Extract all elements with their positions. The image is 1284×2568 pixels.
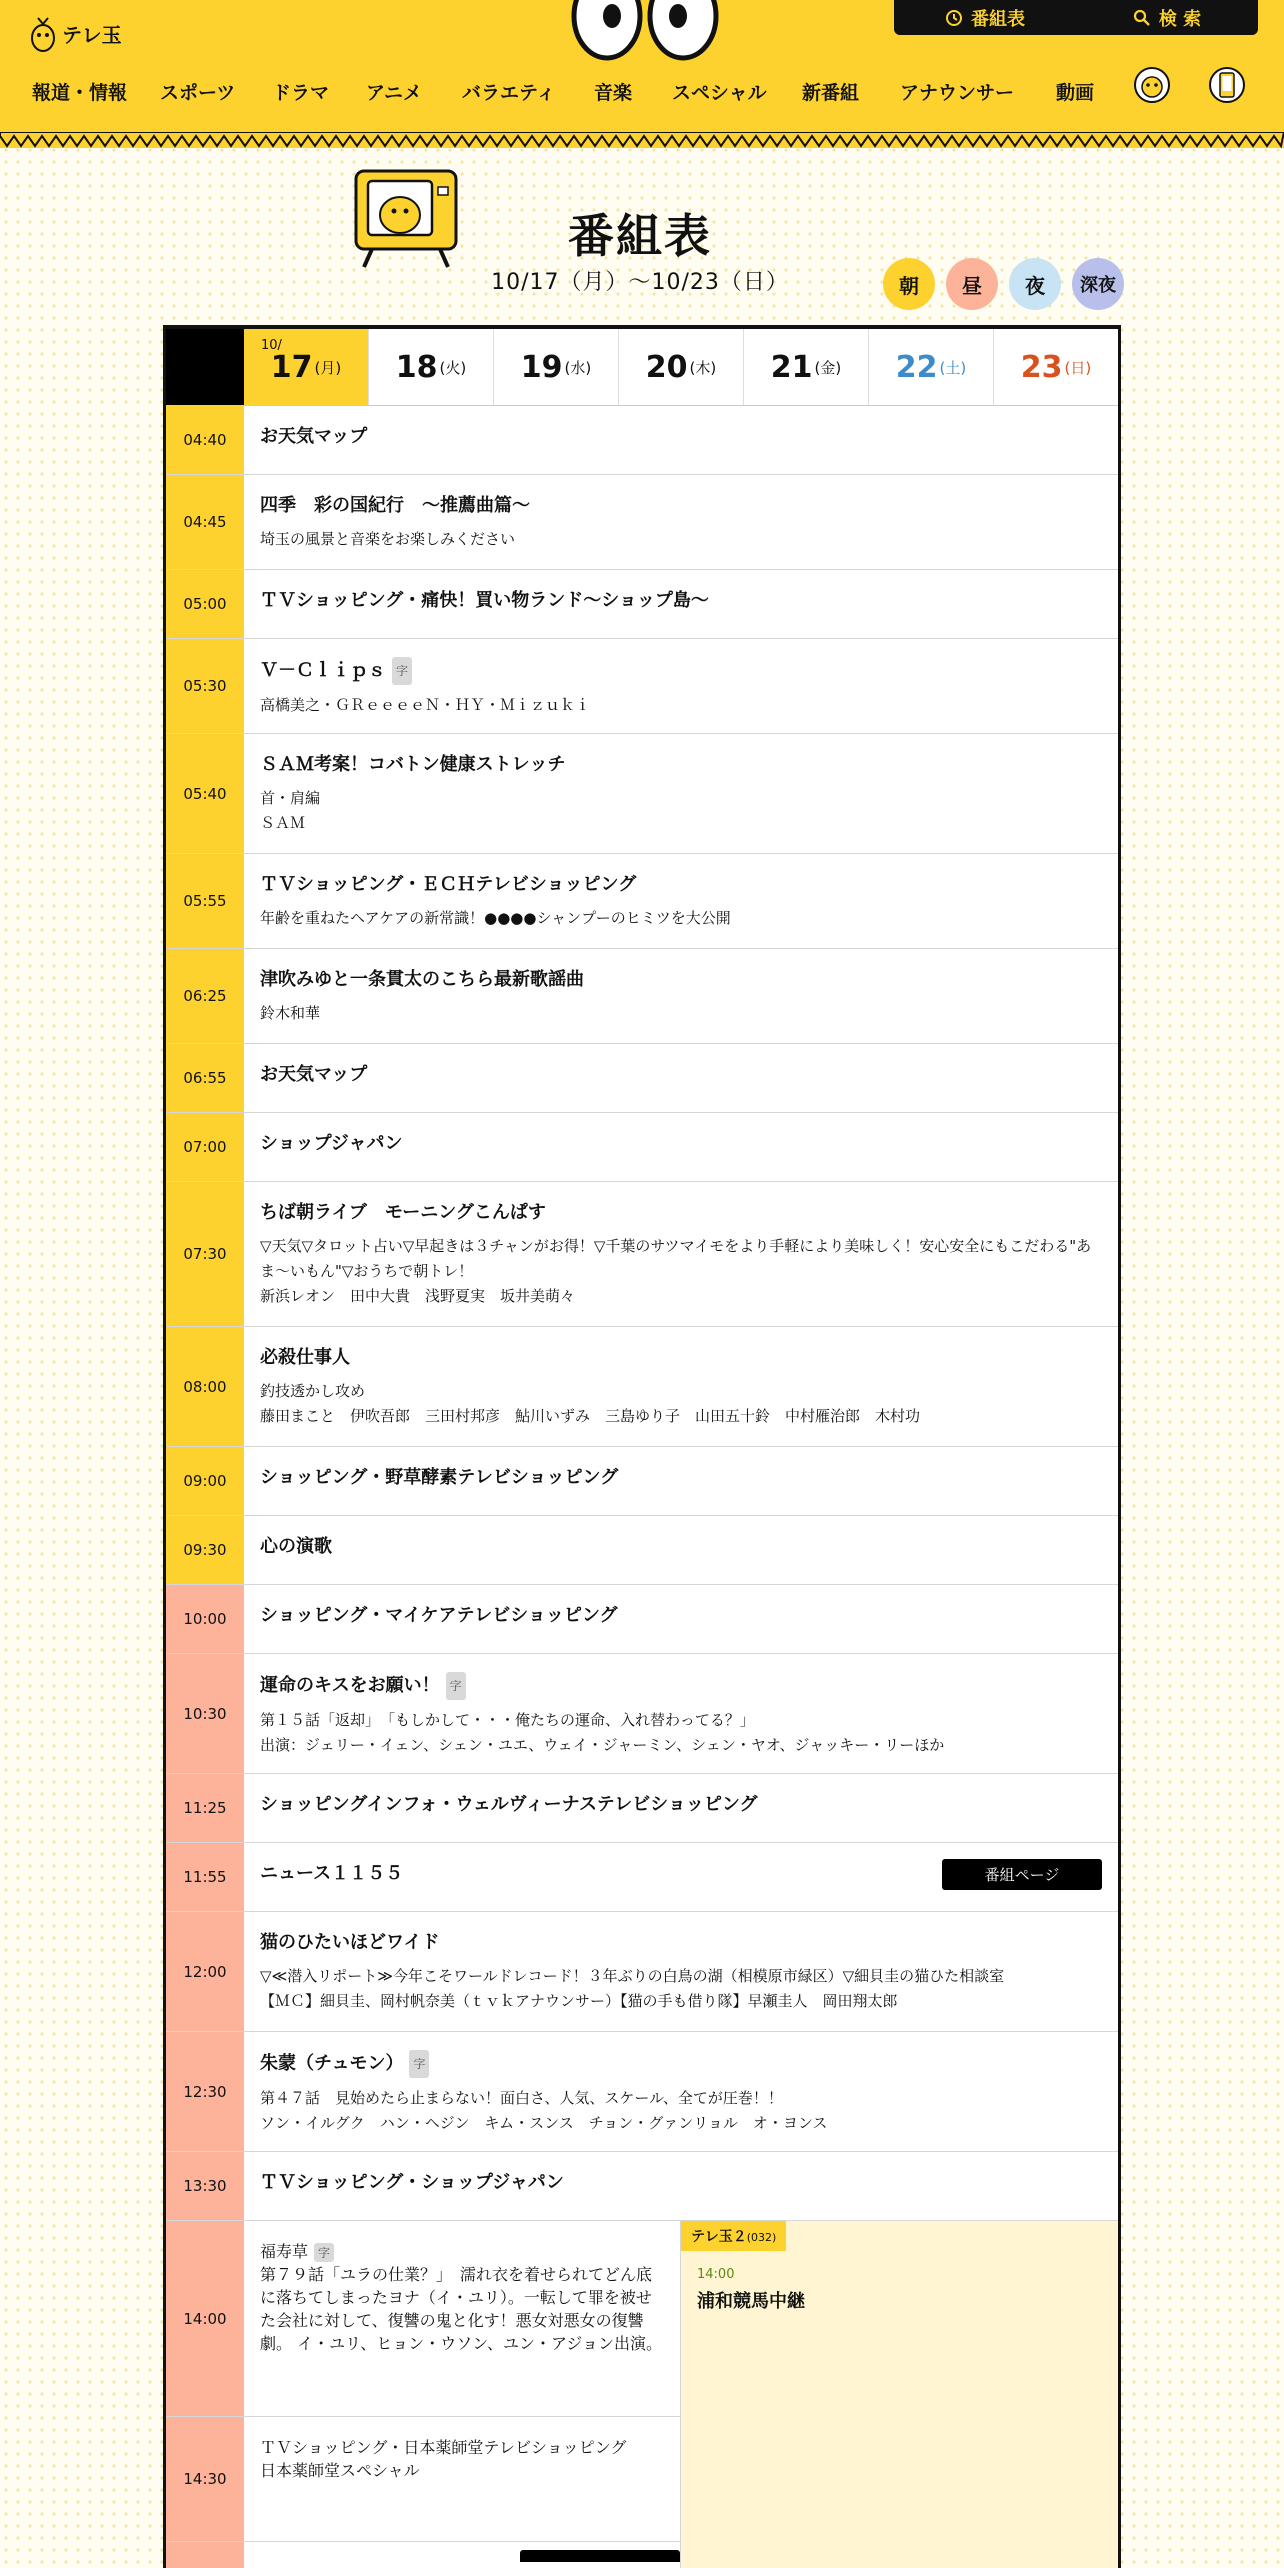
program-title-text: 朱蒙（チュモン） [260,2053,404,2074]
program-title[interactable] [260,1930,1102,1956]
program-title-text: 心の演歌 [260,1536,332,1557]
program-time: 09:30 [166,1516,244,1584]
nav-anime[interactable]: アニメ [366,82,423,104]
day-tab-17[interactable] [244,329,368,405]
timeband-daytime-button[interactable]: 昼 [946,258,998,310]
program-title-text: ショッピング・野草酵素テレビショッピング [260,1467,619,1488]
day-tab-18[interactable] [368,329,493,405]
program-cell[interactable] [244,1044,1118,1112]
program-time: 12:30 [166,2032,244,2151]
program-page-button-partial[interactable] [520,2550,680,2562]
program-title[interactable] [260,1603,1102,1629]
program-row [166,1843,1118,1912]
program-title[interactable] [260,1465,1102,1491]
program-row [166,1044,1118,1113]
program-row [166,1327,1118,1447]
day-tab-weekday: (日) [1064,358,1092,377]
program-title-text: ショッピングインフォ・ウェルヴィーナステレビショッピング [260,1794,758,1815]
day-tab-21[interactable] [743,329,868,405]
program-description: 第７９話「ユラの仕業？」 濡れ衣を着せられてどん底に落ちてしまったヨナ（イ・ユリ）。一転して罪を被せた会社に対して、復讐の鬼と化す！悪女対悪女の復讐劇。 イ・ユリ、ヒョン・ウソン、ユン・アジョン出演。 [260,2265,663,2353]
program-title[interactable] [260,1062,1102,1088]
program-time: 13:30 [166,2152,244,2220]
program-cell[interactable] [244,2032,1118,2151]
program-time: 11:55 [166,1843,244,1911]
program-title[interactable] [260,2435,664,2458]
program-title[interactable] [260,1672,1102,1700]
day-tab-23[interactable] [993,329,1118,405]
program-row [166,734,1118,854]
header-zigzag-edge [0,132,1284,150]
program-description: 日本薬師堂スペシャル [260,2461,420,2480]
program-title[interactable] [260,588,1102,614]
program-title[interactable] [260,872,1102,898]
program-description: 鈴木和華 [260,1004,321,1022]
nav-sports[interactable]: スポーツ [160,82,236,104]
program-cell[interactable] [244,1654,1118,1773]
search-link[interactable] [1076,0,1258,35]
program-title[interactable] [260,2050,1102,2078]
program-title-text: 必殺仕事人 [260,1347,350,1368]
subchannel-tag [681,2221,786,2251]
program-title-text: ＴＶショッピング・ＥＣＨテレビショッピング [260,874,637,895]
nav-new-programs[interactable]: 新番組 [802,82,860,104]
program-title-text: 福寿草 [260,2242,309,2261]
program-row [166,1774,1118,1843]
program-schedule-table [163,325,1121,2568]
program-row [166,1654,1118,1774]
day-tab-date: 22 [895,349,938,385]
program-title-text: ＴＶショッピング・日本薬師堂テレビショッピング [260,2438,627,2457]
program-title-text: ニュース１１５５ [260,1863,404,1884]
day-tab-weekday: (月) [314,358,342,377]
main-nav [0,70,1284,110]
program-cell[interactable] [244,1516,1118,1584]
program-description: ▽天気▽タロット占い▽早起きは３チャンがお得！▽千葉のサツマイモをより手軽により美味しく！安心安全にもこだわる"あま～いもん"▽おうちで朝トレ！ 新浜レオン 田中大貴 浅野夏実 坂井美萌々 [260,1237,1092,1305]
program-time: 07:30 [166,1182,244,1326]
tele-tama-kun-icon[interactable] [1133,62,1171,106]
nav-music[interactable]: 音楽 [594,82,633,104]
program-title-text: お天気マップ [260,1064,368,1085]
timeband-late-night-button[interactable]: 深夜 [1072,258,1124,310]
day-tab-weekday: (木) [689,358,717,377]
program-cell[interactable] [244,475,1118,569]
main-channel-column [244,2221,681,2568]
program-title[interactable] [260,752,1102,778]
program-row [166,1516,1118,1585]
program-title[interactable] [260,657,1102,685]
program-time: 06:55 [166,1044,244,1112]
program-title[interactable] [260,1131,1102,1157]
program-cell-next [244,2542,680,2568]
program-title-text: 津吹みゆと一条貫太のこちら最新歌謡曲 [260,969,584,990]
program-title-text: ちば朝ライブ モーニングこんぱす [260,1202,546,1223]
program-cell[interactable] [244,2152,1118,2220]
subtitle-badge: 字 [392,657,412,685]
program-title-text: ＳＡＭ考案！コバトン健康ストレッチ [260,754,566,775]
clock-icon [945,9,963,27]
program-title[interactable] [260,967,1102,993]
program-title-text: ＴＶショッピング・ショップジャパン [260,2172,564,2193]
timeband-night-button[interactable]: 夜 [1009,258,1061,310]
program-description: 第４７話 見始めたら止まらない！面白さ、人気、スケール、全てが圧巻！！ ソン・イルグク ハン・ヘジン キム・スンス チョン・グァンリョル オ・ヨンス [260,2089,828,2132]
tv-mascot-icon [350,165,470,270]
program-time: 04:45 [166,475,244,569]
site-header [0,0,1284,148]
program-description: ▽≪潜入リポート≫今年こそワールドレコード！３年ぶりの白鳥の湖（相模原市緑区）▽細貝圭の猫ひた相談室 【ＭＣ】細貝圭、岡村帆奈美（ｔｖｋアナウンサー）【猫の手も借り隊】早瀬圭人 岡田翔太郎 [260,1967,1005,2010]
program-cell[interactable] [244,1843,1118,1911]
program-row [166,1113,1118,1182]
day-tab-19[interactable] [493,329,618,405]
program-time: 05:30 [166,639,244,733]
subchannel-name: テレ玉２ [691,2229,747,2245]
program-time: 12:00 [166,1912,244,2031]
day-tab-20[interactable] [618,329,743,405]
program-title[interactable] [260,493,1102,519]
nav-drama[interactable]: ドラマ [272,82,330,104]
program-description: 年齢を重ねたヘアケアの新常識！●●●●シャンプーのヒミツを大公開 [260,909,731,927]
program-cell[interactable] [244,949,1118,1043]
program-title[interactable] [260,1345,1102,1371]
page-title: 番組表 [568,209,712,263]
program-row [166,475,1118,570]
program-title[interactable] [260,1200,1102,1226]
program-cell[interactable] [244,854,1118,948]
program-title[interactable] [260,2170,1102,2196]
program-time: 08:00 [166,1327,244,1446]
subchannel-program-title[interactable]: 浦和競馬中継 [697,2291,805,2312]
program-cell[interactable] [244,1447,1118,1515]
program-title-text: 運命のキスをお願い！ [260,1675,440,1696]
nav-variety[interactable]: バラエティ [462,82,556,104]
program-cell[interactable] [244,1585,1118,1653]
subchannel-column[interactable] [681,2221,1118,2568]
schedule-link-label: 番組表 [971,8,1025,30]
program-cell[interactable] [244,1113,1118,1181]
program-time: 10:30 [166,1654,244,1773]
table-corner [166,329,244,405]
program-row [166,949,1118,1044]
day-tab-date: 18 [395,349,438,385]
subtitle-badge: 字 [314,2243,334,2262]
program-row [166,1585,1118,1654]
program-row [166,570,1118,639]
day-tab-weekday: (火) [439,358,467,377]
date-range: 10/17（月）〜10/23（日） [491,270,789,295]
program-description: 第１５話「返却」 「もしかして・・・俺たちの運命、入れ替わってる？」 出演：ジェリー・イェン、シェン・ユエ、ウェイ・ジャーミン、シェン・ヤオ、ジャッキー・リーほか [260,1711,945,1754]
day-tabs [166,329,1118,406]
mascot-eyes-icon [570,0,720,63]
program-title[interactable] [260,2239,664,2262]
day-tab-weekday: (土) [939,358,967,377]
timeband-morning-button[interactable]: 朝 [883,258,935,310]
split-time-column [166,2221,244,2568]
day-tab-date: 21 [770,349,813,385]
program-cell[interactable] [244,570,1118,638]
day-tab-date: 17 [270,349,313,385]
day-tab-date: 23 [1020,349,1063,385]
program-time: 04:40 [166,406,244,474]
program-row [166,406,1118,475]
program-cell[interactable] [244,2417,680,2542]
schedule-link[interactable] [894,0,1076,35]
tele-tama-mascot-icon [30,14,56,52]
program-row [166,1912,1118,2032]
program-cell[interactable] [244,2221,680,2417]
day-tab-date: 20 [645,349,688,385]
search-link-label: 検 索 [1158,8,1202,30]
day-tab-weekday: (水) [564,358,592,377]
logo-text: テレ玉 [62,22,122,47]
program-cell[interactable] [244,734,1118,853]
program-time: 09:00 [166,1447,244,1515]
program-time: 11:25 [166,1774,244,1842]
subchannel-program-time: 14:00 [697,2267,735,2282]
program-title[interactable] [260,1792,1102,1818]
day-tab-22[interactable] [868,329,993,405]
program-title-text: 猫のひたいほどワイド [260,1932,440,1953]
subtitle-badge: 字 [446,1672,466,1700]
program-row [166,854,1118,949]
program-page-button[interactable]: 番組ページ [942,1859,1102,1890]
subchannel-number: (032) [746,2231,777,2244]
day-tab-date: 19 [520,349,563,385]
program-time: 05:00 [166,570,244,638]
program-rows [166,406,1118,2568]
program-time: 10:00 [166,1585,244,1653]
program-description: 首・肩編 ＳＡＭ [260,789,321,832]
program-time: 14:30 [166,2417,244,2542]
program-description: 埼玉の風景と音楽をお楽しみください [260,530,516,548]
utility-bar [894,0,1258,35]
smartphone-app-icon[interactable] [1208,62,1246,106]
nav-news[interactable]: 報道・情報 [32,82,128,104]
program-time: 05:55 [166,854,244,948]
program-title-text: ＴＶショッピング・痛快！買い物ランド～ショップ島～ [260,590,709,611]
program-cell[interactable] [244,639,1118,733]
split-channels [244,2221,1118,2568]
program-time: 07:00 [166,1113,244,1181]
day-tab-month: 10/ [261,338,282,353]
nav-video[interactable]: 動画 [1056,82,1095,104]
program-row [166,2152,1118,2221]
program-cell[interactable] [244,1327,1118,1446]
site-logo[interactable] [30,14,122,52]
program-title-text: Ｖ－Ｃｌｉｐｓ [260,660,386,681]
program-time-empty [166,2542,244,2568]
program-cell[interactable] [244,1912,1118,2031]
program-title[interactable] [260,424,1102,450]
nav-special[interactable]: スペシャル [672,82,767,104]
program-title-text: 四季 彩の国紀行 ～推薦曲篇～ [260,495,530,516]
program-row [166,1447,1118,1516]
program-time: 14:00 [166,2221,244,2417]
program-title-text: お天気マップ [260,426,368,447]
nav-announcer[interactable]: アナウンサー [900,82,1015,104]
program-title-text: ショッピング・マイケアテレビショッピング [260,1605,618,1626]
program-cell[interactable] [244,406,1118,474]
program-row [166,1182,1118,1327]
program-row [166,2032,1118,2152]
program-row-split [166,2221,1118,2568]
program-title[interactable] [260,1534,1102,1560]
program-description: 釣技透かし攻め 藤田まこと 伊吹吾郎 三田村邦彦 鮎川いずみ 三島ゆり子 山田五十鈴 中村雁治郎 木村功 [260,1382,921,1425]
search-icon [1133,9,1151,27]
day-tab-weekday: (金) [814,358,842,377]
program-row [166,639,1118,734]
program-cell[interactable] [244,1182,1118,1326]
program-time: 06:25 [166,949,244,1043]
program-cell[interactable] [244,1774,1118,1842]
program-description: 高橋美之・ＧＲｅｅｅｅＮ・ＨＹ・Ｍｉｚｕｋｉ [260,696,591,714]
program-time: 05:40 [166,734,244,853]
program-title-text: ショップジャパン [260,1133,403,1154]
subtitle-badge: 字 [409,2050,429,2078]
